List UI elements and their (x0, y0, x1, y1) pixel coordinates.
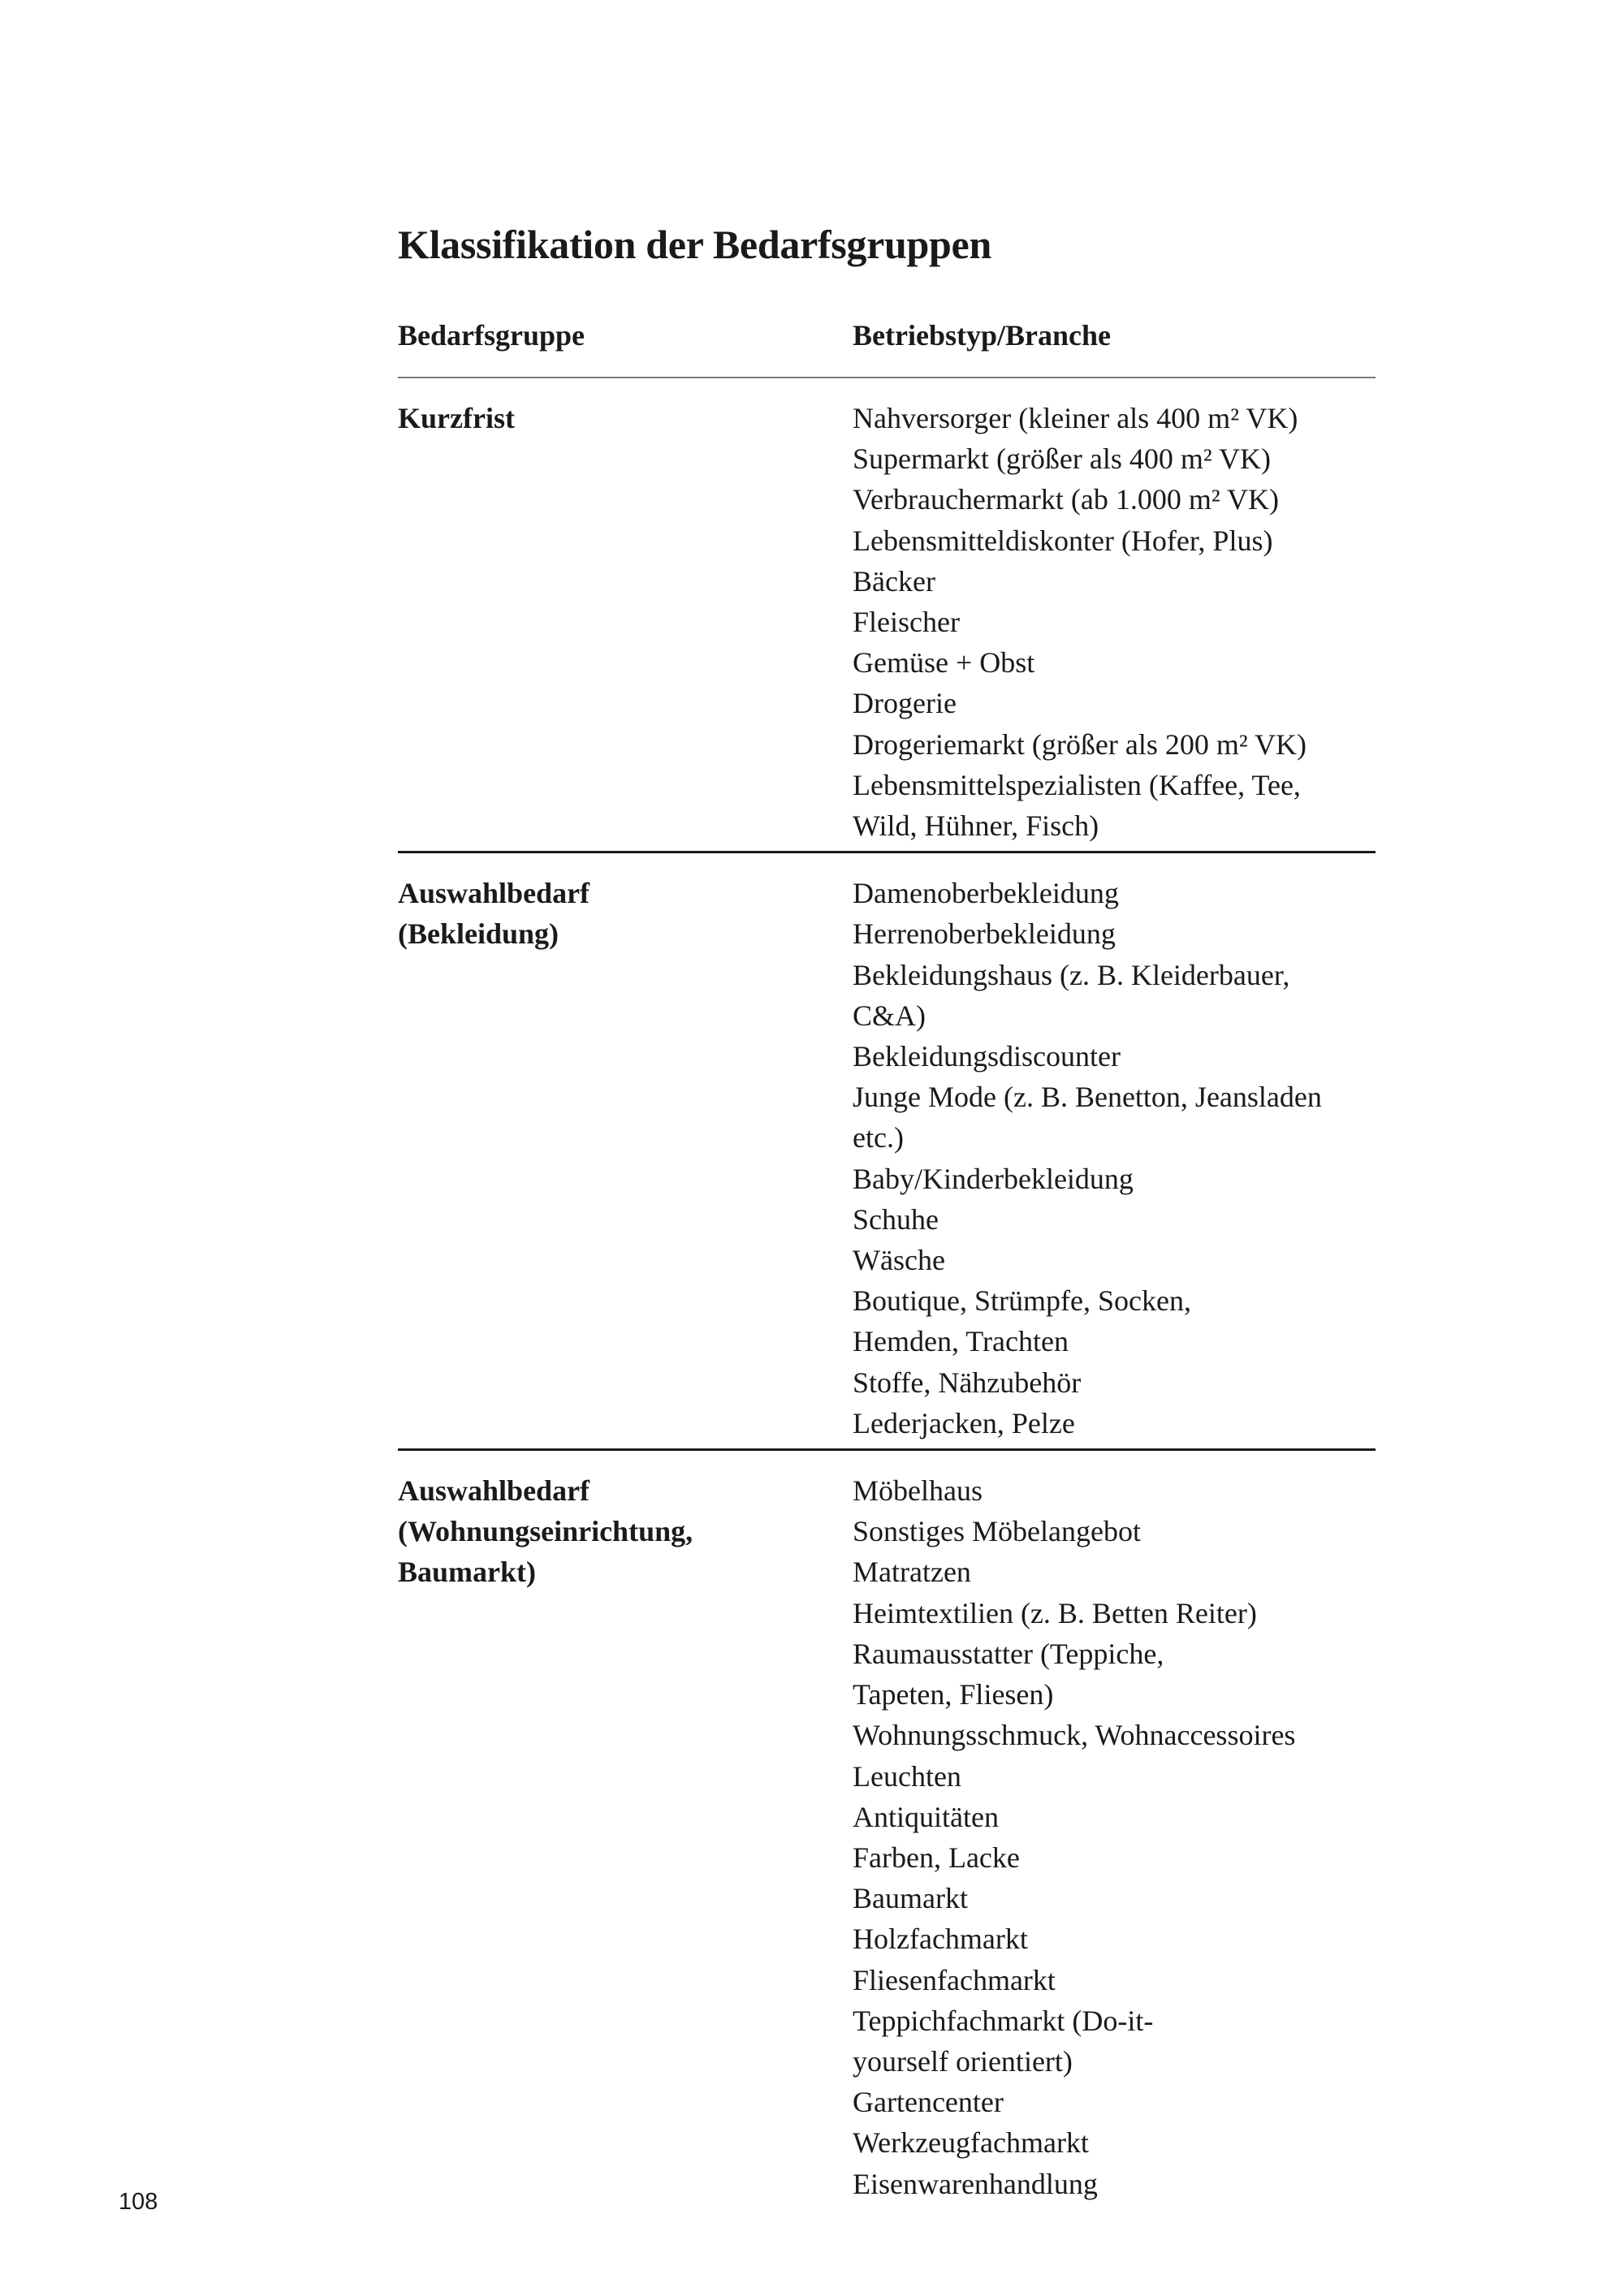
list-item: Antiquitäten (853, 1800, 999, 1833)
list-item: Schuhe (853, 1202, 939, 1236)
list-item: Supermarkt (größer als 400 m² VK) (853, 442, 1272, 476)
group-label (398, 398, 853, 846)
list-item: Leuchten (853, 1759, 961, 1793)
list-item: Farben, Lacke (853, 1841, 1020, 1874)
header-betriebstyp: Betriebstyp/Branche (853, 319, 1111, 352)
group-label (398, 873, 853, 1444)
list-item: yourself orientiert) (853, 2044, 1073, 2078)
list-item: C&A) (853, 999, 926, 1032)
list-item: Bekleidungsdiscounter (853, 1040, 1121, 1073)
list-item: Nahversorger (kleiner als 400 m² VK) (853, 402, 1298, 434)
list-item: Raumausstatter (Teppiche, (853, 1637, 1164, 1670)
list-item: Matratzen (853, 1556, 971, 1589)
list-item: Wild, Hühner, Fisch) (853, 809, 1099, 843)
table-row-bekleidung (398, 853, 1376, 1451)
list-item: Eisenwarenhandlung (853, 2167, 1098, 2200)
group-label-line: Auswahlbedarf (398, 1474, 590, 1508)
list-item: Lederjacken, Pelze (853, 1406, 1075, 1439)
list-item: Damenoberbekleidung (853, 877, 1119, 910)
list-item: Sonstiges Möbelangebot (853, 1515, 1141, 1548)
group-label-line: (Wohnungseinrichtung, (398, 1515, 693, 1548)
list-item: Herrenoberbekleidung (853, 917, 1116, 951)
classification-table (398, 312, 1376, 2209)
list-item: Teppichfachmarkt (Do-it- (853, 2004, 1154, 2037)
list-item: Wäsche (853, 1244, 945, 1277)
list-item: Baumarkt (853, 1882, 968, 1915)
group-label-line: Kurzfrist (398, 402, 515, 434)
group-label-line: Baumarkt) (398, 1556, 536, 1589)
page-title: Klassifikation der Bedarfsgruppen (398, 222, 991, 267)
page-number: 108 (119, 2189, 158, 2215)
list-item: Wohnungsschmuck, Wohnaccessoires (853, 1719, 1296, 1752)
list-item: Möbelhaus (853, 1474, 983, 1508)
list-item: Lebensmittelspezialisten (Kaffee, Tee, (853, 768, 1301, 801)
list-item: Lebensmitteldiskonter (Hofer, Plus) (853, 524, 1273, 557)
list-item: Gemüse + Obst (853, 646, 1035, 680)
item-list (853, 873, 1376, 1444)
list-item: Drogerie (853, 687, 957, 720)
list-item: Hemden, Trachten (853, 1325, 1069, 1358)
list-item: Baby/Kinderbekleidung (853, 1162, 1134, 1195)
list-item: Drogeriemarkt (größer als 200 m² VK) (853, 727, 1307, 761)
list-item: Tapeten, Fliesen) (853, 1678, 1054, 1711)
list-item: Stoffe, Nähzubehör (853, 1366, 1082, 1399)
group-label-line: (Bekleidung) (398, 917, 559, 951)
list-item: Bäcker (853, 564, 935, 598)
list-item: Holzfachmarkt (853, 1923, 1028, 1956)
table-row-kurzfrist (398, 378, 1376, 853)
list-item: Fliesenfachmarkt (853, 1963, 1056, 1996)
group-label-line: Auswahlbedarf (398, 877, 590, 910)
item-list (853, 398, 1376, 846)
table-row-wohnungseinrichtung (398, 1451, 1376, 2209)
list-item: Junge Mode (z. B. Benetton, Jeansladen etc.) (853, 1081, 1322, 1154)
table-header (398, 312, 1376, 378)
list-item: Werkzeugfachmarkt (853, 2126, 1089, 2160)
list-item: Verbrauchermarkt (ab 1.000 m² VK) (853, 483, 1279, 516)
header-bedarfsgruppe: Bedarfsgruppe (398, 319, 585, 352)
item-list (853, 1470, 1376, 2204)
list-item: Boutique, Strümpfe, Socken, (853, 1284, 1191, 1318)
list-item: Gartencenter (853, 2086, 1004, 2119)
list-item: Heimtextilien (z. B. Betten Reiter) (853, 1596, 1257, 1629)
list-item: Fleischer (853, 606, 960, 639)
group-label (398, 1470, 853, 2204)
list-item: Bekleidungshaus (z. B. Kleiderbauer, (853, 958, 1290, 991)
